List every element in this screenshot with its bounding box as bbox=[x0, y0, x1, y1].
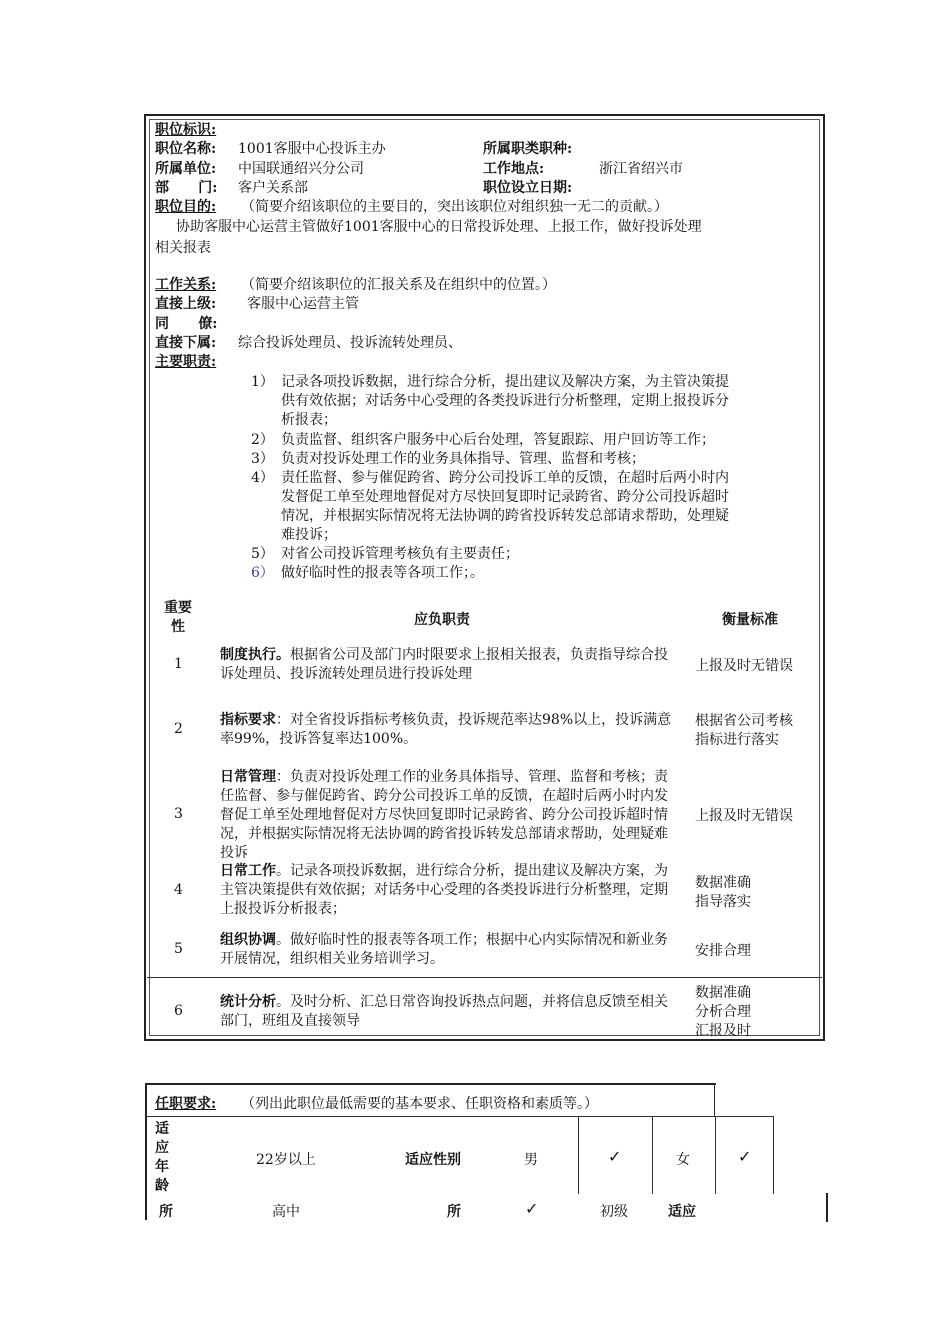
relations-hint: （简要介绍该职位的汇报关系及在组织中的位置。） bbox=[241, 277, 556, 293]
gender-male: 男 bbox=[524, 1152, 538, 1168]
row-standard: 数据准确 bbox=[695, 985, 751, 1001]
table-divider bbox=[147, 977, 822, 978]
row2-right-label: 适应 bbox=[668, 1204, 696, 1220]
job-name-label: 职位名称: bbox=[155, 141, 217, 157]
section-title-identity: 职位标识: bbox=[155, 122, 217, 138]
table-row-duty bbox=[220, 993, 680, 1031]
peer-label: 同 僚: bbox=[155, 316, 218, 332]
subordinate-value: 综合投诉处理员、投诉流转处理员、 bbox=[238, 335, 462, 351]
department-label: 部 门: bbox=[155, 180, 218, 196]
gender-label: 适应性别 bbox=[405, 1152, 461, 1168]
duty-text: 。做好临时性的报表等各项工作；根据中心内实际情况和新业务开展情况，组织相关业务培训学习。 bbox=[220, 932, 668, 967]
duty-title: 组织协调 bbox=[220, 932, 276, 948]
duty-text: 根据省公司及部门内时限要求上报相关报表，负责指导综合投诉处理员、投诉流转处理员进行投诉处理 bbox=[220, 647, 668, 682]
female-check-icon: ✓ bbox=[738, 1147, 752, 1166]
level-value: 初级 bbox=[600, 1204, 628, 1220]
main-duties-label: 主要职责: bbox=[155, 354, 217, 370]
col-importance-line1: 重要 bbox=[164, 600, 192, 616]
duty-line: 对省公司投诉管理考核负有主要责任； bbox=[281, 546, 519, 562]
gender-female: 女 bbox=[676, 1152, 690, 1168]
duty-text: ：对全省投诉指标考核负责，投诉规范率达98%以上，投诉满意率99%，投诉答复率达100%。 bbox=[220, 712, 672, 747]
req-col-divider bbox=[773, 1117, 774, 1194]
row-standard: 汇报及时 bbox=[695, 1023, 751, 1039]
duty-text: ：负责对投诉处理工作的业务具体指导、管理、监督和考核；责任监督、参与催促跨省、跨分公司投诉工单的反馈，在超时后两小时内发督促工单至处理地督促对方尽快回复即时记录跨省、跨分公司投诉超时情况，并根据实际情况将无法协调的跨省投诉转发总部请求帮助，处理疑难投诉 bbox=[220, 769, 668, 861]
unit-value: 中国联通绍兴分公司 bbox=[238, 161, 364, 177]
req-col-divider bbox=[652, 1117, 653, 1194]
age-label-char: 龄 bbox=[155, 1178, 169, 1194]
superior-label: 直接上级: bbox=[155, 296, 217, 312]
col-importance-header bbox=[158, 599, 198, 637]
duty-line: 负责对投诉处理工作的业务具体指导、管理、监督和考核； bbox=[281, 451, 645, 467]
row-standard: 数据准确 bbox=[695, 875, 751, 891]
unit-label: 所属单位: bbox=[155, 161, 217, 177]
req-col-divider bbox=[715, 1117, 716, 1194]
requirements-hint: （列出此职位最低需要的基本要求、任职资格和素质等。） bbox=[241, 1096, 598, 1112]
age-label bbox=[155, 1120, 169, 1196]
job-name-value: 1001客服中心投诉主办 bbox=[238, 141, 386, 157]
duty-line: 做好临时性的报表等各项工作；。 bbox=[281, 565, 484, 581]
req-header-right-border bbox=[714, 1083, 715, 1117]
subordinate-label: 直接下属: bbox=[155, 335, 217, 351]
duty-line: 责任监督、参与催促跨省、跨分公司投诉工单的反馈，在超时后两小时内 bbox=[281, 470, 729, 486]
location-label: 工作地点: bbox=[483, 161, 545, 177]
row-standard: 指标进行落实 bbox=[695, 732, 779, 748]
col-importance-line2: 性 bbox=[171, 619, 185, 635]
purpose-text-line1: 协助客服中心运营主管做好1001客服中心的日常投诉处理、上报工作，做好投诉处理 bbox=[176, 219, 702, 235]
req-header-divider bbox=[147, 1116, 774, 1117]
duty-text: 。及时分析、汇总日常咨询投诉热点问题，并将信息反馈至相关部门，班组及直接领导 bbox=[220, 994, 668, 1029]
row-standard: 根据省公司考核 bbox=[695, 713, 793, 729]
purpose-hint: （简要介绍该职位的主要目的，突出该职位对组织独一无二的贡献。） bbox=[241, 199, 668, 215]
col-standard-header: 衡量标准 bbox=[722, 612, 778, 628]
duty-title: 日常管理 bbox=[220, 769, 276, 785]
row-num: 6 bbox=[174, 1003, 183, 1019]
requirements-label: 任职要求: bbox=[155, 1096, 217, 1112]
row-num: 2 bbox=[174, 721, 183, 737]
duty-number: 4） bbox=[251, 470, 274, 486]
row-num: 5 bbox=[174, 941, 183, 957]
superior-value: 客服中心运营主管 bbox=[247, 296, 359, 312]
duty-line: 负责监督、组织客户服务中心后台处理，答复跟踪、用户回访等工作； bbox=[281, 432, 715, 448]
duty-line: 供有效依据；对话务中心受理的各类投诉进行分析整理，定期上报投诉分 bbox=[281, 393, 729, 409]
req-left-border bbox=[145, 1083, 147, 1220]
row-standard: 上报及时无错误 bbox=[695, 808, 793, 824]
col-duty-header: 应负职责 bbox=[414, 612, 470, 628]
duty-title: 统计分析 bbox=[220, 994, 276, 1010]
duty-number: 6） bbox=[251, 565, 274, 581]
table-row-duty bbox=[220, 931, 680, 969]
establish-date-label: 职位设立日期: bbox=[483, 180, 573, 196]
row2-label: 所 bbox=[159, 1204, 173, 1220]
location-value: 浙江省绍兴市 bbox=[599, 161, 683, 177]
age-value: 22岁以上 bbox=[256, 1152, 316, 1168]
row-standard: 指导落实 bbox=[695, 894, 751, 910]
purpose-label: 职位目的: bbox=[155, 199, 217, 215]
row-standard: 上报及时无错误 bbox=[695, 658, 793, 674]
req-top-border bbox=[145, 1083, 716, 1085]
duty-number: 5） bbox=[251, 546, 274, 562]
table-row-duty bbox=[220, 862, 680, 919]
duty-title: 日常工作 bbox=[220, 863, 276, 879]
row-num: 3 bbox=[174, 806, 183, 822]
table-row-duty bbox=[220, 646, 680, 684]
duty-line: 难投诉； bbox=[281, 527, 337, 543]
age-label-char: 年 bbox=[155, 1159, 169, 1175]
duty-text: 。记录各项投诉数据，进行综合分析，提出建议及解决方案，为主管决策提供有效依据；对话务中心受理的各类投诉进行分析整理，定期上报投诉分析报表； bbox=[220, 863, 668, 917]
duty-number: 1） bbox=[251, 374, 274, 390]
duty-line: 记录各项投诉数据，进行综合分析，提出建议及解决方案，为主管决策提 bbox=[281, 374, 729, 390]
duty-number: 3） bbox=[251, 451, 274, 467]
row-num: 4 bbox=[174, 882, 183, 898]
duty-line: 析报表； bbox=[281, 412, 337, 428]
duty-line: 情况，并根据实际情况将无法协调的跨省投诉转发总部请求帮助，处理疑 bbox=[281, 508, 729, 524]
job-category-label: 所属职类职种: bbox=[483, 141, 573, 157]
req-col-divider bbox=[578, 1117, 579, 1194]
row2-mid-label: 所 bbox=[447, 1204, 461, 1220]
row-standard: 安排合理 bbox=[695, 943, 751, 959]
row-num: 1 bbox=[174, 656, 183, 672]
duty-line: 发督促工单至处理地督促对方尽快回复即时记录跨省、跨分公司投诉超时 bbox=[281, 489, 729, 505]
duty-title: 指标要求 bbox=[220, 712, 276, 728]
male-check-icon: ✓ bbox=[608, 1147, 622, 1166]
department-value: 客户关系部 bbox=[238, 180, 308, 196]
education-value: 高中 bbox=[272, 1204, 300, 1220]
row2-check-icon: ✓ bbox=[525, 1199, 539, 1218]
table-row-duty bbox=[220, 711, 680, 749]
purpose-text-line2: 相关报表 bbox=[155, 240, 211, 256]
duty-number: 2） bbox=[251, 432, 274, 448]
row-standard: 分析合理 bbox=[695, 1004, 751, 1020]
age-label-char: 适 bbox=[155, 1121, 169, 1137]
relations-label: 工作关系: bbox=[155, 277, 217, 293]
table-row-duty bbox=[220, 768, 680, 863]
req-right-border bbox=[826, 1193, 828, 1222]
duty-title: 制度执行。 bbox=[220, 647, 290, 663]
age-label-char: 应 bbox=[155, 1140, 169, 1156]
